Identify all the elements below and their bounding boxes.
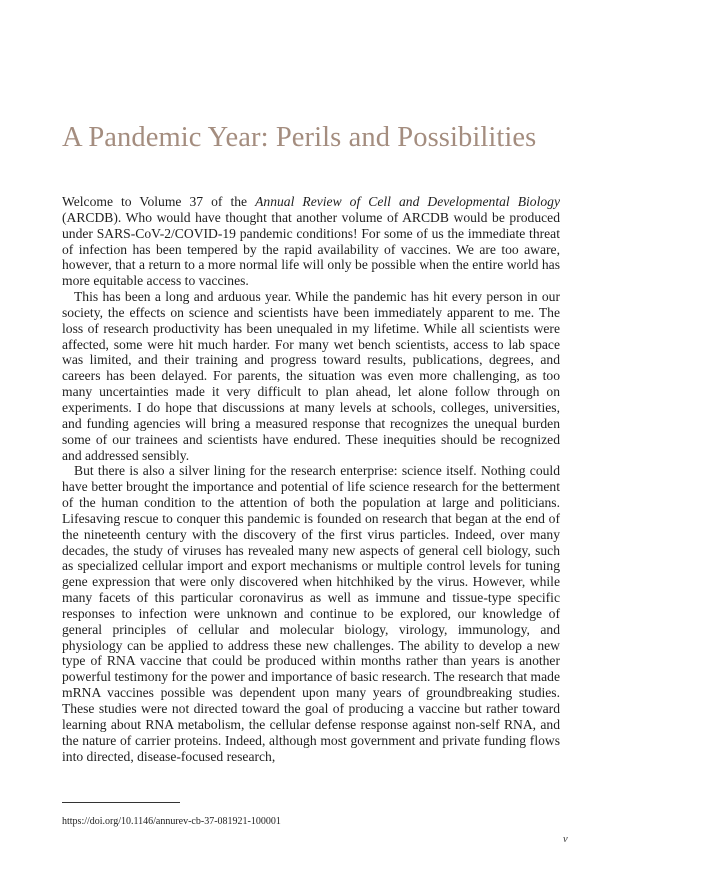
- doi-link[interactable]: https://doi.org/10.1146/annurev-cb-37-081921-100001: [62, 816, 281, 827]
- paragraph-1-lead: Welcome to Volume 37 of the: [62, 194, 256, 209]
- journal-title: Annual Review of Cell and Developmental Biology: [255, 194, 560, 209]
- footnote-rule: [62, 802, 180, 803]
- page-number: v: [563, 834, 568, 845]
- paragraph-3: But there is also a silver lining for the research enterprise: science itself. Nothing could have better brought the importance and potential of life science research for the betterment of the human condition to the attention of both the population at large and politicians. Lifesaving rescue to conquer this pandemic is founded on research that began at the end of the nineteenth century with the discovery of the first virus particles. Indeed, over many decades, the study of viruses has revealed many new aspects of general cell biology, such as specialized cellular import and export mechanisms or multiple control levels for tuning gene expression that were only discovered when hitchhiked by the virus. However, while many facets of this particular coronavirus as well as immune and tissue-type specific responses to infection were unknown and continue to be explored, our knowledge of general principles of cellular and molecular biology, virology, immunology, and physiology can be applied to address these new challenges. The ability to develop a new type of RNA vaccine that could be produced within months rather than years is another powerful testimony for the power and importance of basic research. The research that made mRNA vaccines possible was dependent upon many years of groundbreaking studies. These studies were not directed toward the goal of producing a vaccine but rather toward learning about RNA metabolism, the cellular defense response against non-self RNA, and the nature of carrier proteins. Indeed, although most government and private funding flows into directed, disease-focused research,: [62, 463, 560, 764]
- paragraph-1: [62, 194, 560, 289]
- body-text: [62, 194, 560, 764]
- page-title: A Pandemic Year: Perils and Possibilities: [62, 122, 537, 153]
- paragraph-1-rest: (ARCDB). Who would have thought that another volume of ARCDB would be produced under SARS-CoV-2/COVID-19 pandemic conditions! For some of us the immediate threat of infection has been tempered by the rapid availability of vaccines. We are too aware, however, that a return to a more normal life will only be possible when the entire world has more equitable access to vaccines.: [62, 209, 560, 289]
- paragraph-2: This has been a long and arduous year. While the pandemic has hit every person in our society, the effects on science and scientists have been immediately apparent to me. The loss of research productivity has been unequaled in my lifetime. While all scientists were affected, some were hit much harder. For many wet bench scientists, access to lab space was limited, and their training and progress toward results, publications, degrees, and careers has been delayed. For parents, the situation was even more challenging, as too many uncertainties made it very difficult to plan ahead, let alone follow through on experiments. I do hope that discussions at many levels at schools, colleges, universities, and funding agencies will bring a measured response that recognizes the unequal burden some of our trainees and scientists have endured. These inequities should be recognized and addressed sensibly.: [62, 289, 560, 463]
